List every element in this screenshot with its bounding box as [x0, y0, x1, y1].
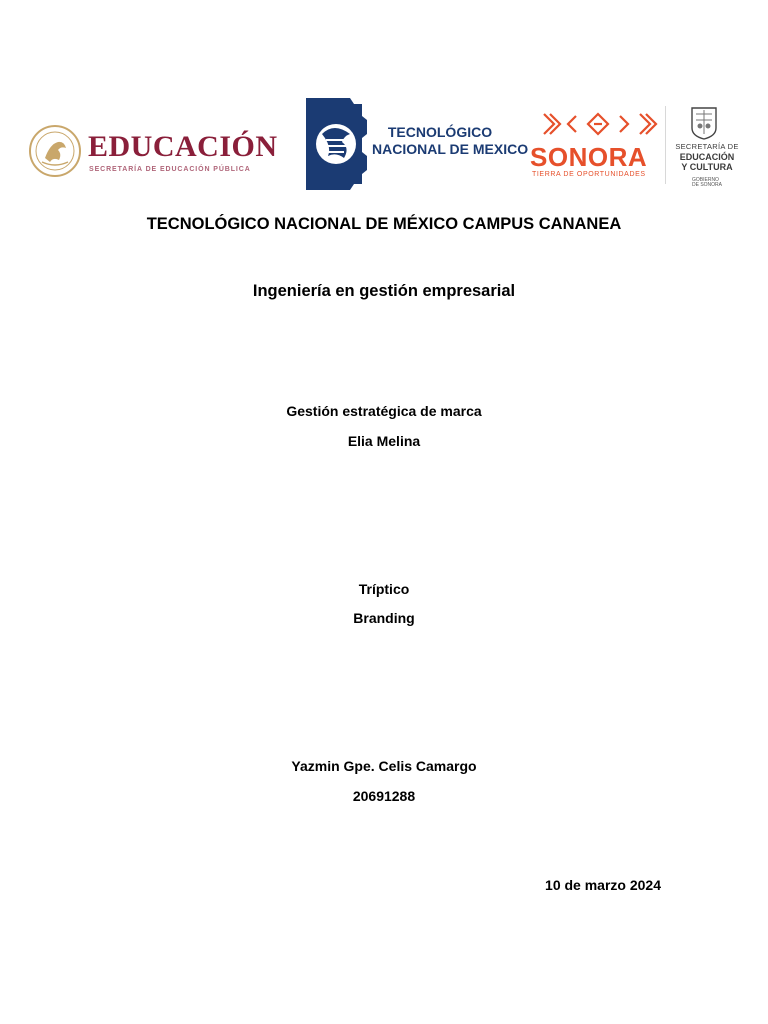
tecnm-gear-eagle-icon	[300, 94, 368, 192]
gobierno-sonora-mark	[692, 178, 722, 188]
sonora-logo	[528, 106, 668, 186]
career-name: Ingeniería en gestión empresarial	[252, 282, 516, 300]
logo-bar	[0, 90, 768, 200]
institution-title: TECNOLÓGICO NACIONAL DE MÉXICO CAMPUS CANANEA	[146, 215, 622, 233]
document-type: Tríptico	[358, 581, 410, 597]
sec-sonora-logo	[670, 104, 750, 190]
sonora-subtitle: TIERRA DE OPORTUNIDADES	[532, 171, 646, 178]
logo-divider	[665, 106, 666, 184]
tecnm-wordmark	[372, 124, 529, 158]
student-name: Yazmin Gpe. Celis Camargo	[291, 758, 477, 774]
sonora-shield-icon	[690, 106, 718, 140]
sonora-pattern-icon	[540, 110, 658, 140]
sep-subtitle: SECRETARÍA DE EDUCACIÓN PÚBLICA	[89, 166, 251, 173]
sonora-wordmark: SONORA	[530, 142, 648, 172]
sec-line1: SECRETARÍA DE	[675, 142, 739, 151]
tecnm-logo	[300, 94, 529, 194]
sec-line2: EDUCACIÓN	[679, 152, 735, 162]
tecnm-line1: TECNOLÓGICO	[387, 124, 493, 140]
sec-wordmark	[672, 142, 742, 172]
document-date: 10 de marzo 2024	[545, 877, 661, 893]
sec-line3: Y CULTURA	[681, 162, 733, 172]
mexico-seal-icon	[28, 124, 82, 178]
tecnm-line2: NACIONAL DE MEXICO	[372, 141, 529, 157]
gov-line2: DE SONORA	[692, 182, 723, 188]
sep-educacion-logo	[28, 122, 278, 182]
teacher-name: Elia Melina	[347, 433, 421, 449]
student-id: 20691288	[352, 788, 416, 804]
subject-name: Gestión estratégica de marca	[286, 403, 482, 419]
document-topic: Branding	[353, 610, 415, 626]
educacion-wordmark: EDUCACIÓN	[88, 130, 278, 163]
gov-line1: GOBIERNO	[692, 177, 719, 183]
